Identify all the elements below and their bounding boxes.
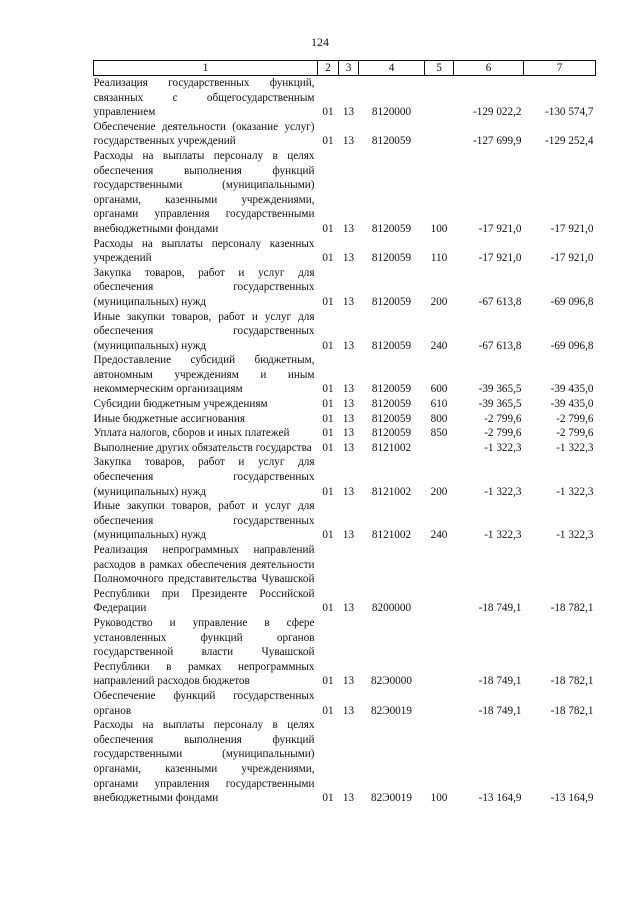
row-subsection: 13 [342,441,355,454]
row-amount-year-1: -13 164,9 [478,792,522,805]
row-section: 01 [322,106,334,119]
row-target-article: 8120059 [371,222,412,235]
row-expense-type [425,543,454,616]
row-target-article: 8120059 [371,339,412,352]
row-subsection: 13 [342,398,355,411]
row-amount-year-2: -39 435,0 [550,398,594,411]
table-row [94,616,596,689]
table-row [94,149,596,237]
row-section: 01 [322,602,334,615]
row-name: Расходы на выплаты персоналу в целях обеспечения выполнения функций государственными (муниципальными) органами, казенными учреждениями, органами управления государственными внебюджетными фондами [93,719,315,805]
row-amount-year-2: -18 782,1 [550,602,594,615]
row-name: Иные закупки товаров, работ и услуг для обеспечения государственных (муниципальных) нужд [93,310,315,352]
row-expense-type: 610 [430,398,448,411]
row-amount-year-2: -17 921,0 [550,252,594,265]
row-target-article: 8120059 [371,427,412,440]
row-section: 01 [322,383,334,396]
row-subsection: 13 [342,339,355,352]
table-row [94,353,596,397]
row-name: Субсидии бюджетным учреждениям [93,398,268,411]
row-expense-type [425,689,454,718]
row-amount-year-1: -18 749,1 [478,675,522,688]
table-row [94,718,596,806]
row-amount-year-2: -2 799,6 [556,427,594,440]
row-amount-year-2: -69 096,8 [550,339,594,352]
row-amount-year-2: -130 574,7 [545,106,594,119]
row-name: Выполнение других обязательств государства [93,441,312,454]
row-expense-type: 110 [430,252,448,265]
table-header [94,61,596,76]
row-name: Уплата налогов, сборов и иных платежей [93,427,290,440]
row-expense-type: 850 [430,427,448,440]
row-subsection: 13 [342,412,355,425]
row-expense-type [425,616,454,689]
row-amount-year-1: -67 613,8 [478,295,522,308]
row-name: Закупка товаров, работ и услуг для обеспечения государственных (муниципальных) нужд [93,266,315,308]
row-name: Иные бюджетные ассигнования [93,412,245,425]
row-subsection: 13 [342,602,355,615]
row-expense-type: 600 [430,383,448,396]
table-row [94,689,596,718]
page-number: 124 [311,35,329,49]
header-cell-amount-year-1: 6 [454,61,524,76]
row-section: 01 [322,485,334,498]
row-amount-year-1: -39 365,5 [478,398,522,411]
row-amount-year-1: -129 022,2 [473,106,522,119]
table-header-row [94,61,596,76]
row-section: 01 [322,252,334,265]
row-amount-year-2: -18 782,1 [550,675,594,688]
row-name: Реализация непрограммных направлений расходов в рамках обеспечения деятельности Полномочного представительства Чувашской Республики при Президенте Российской Федерации [93,544,315,615]
row-target-article: 8121002 [371,485,412,498]
row-target-article: 8120000 [371,106,412,119]
row-section: 01 [322,675,334,688]
table-row [94,426,596,441]
row-subsection: 13 [342,135,355,148]
row-target-article: 82Э0019 [371,792,412,805]
row-section: 01 [322,295,334,308]
table-row [94,543,596,616]
row-amount-year-1: -2 799,6 [484,427,522,440]
row-expense-type [425,441,454,456]
row-subsection: 13 [342,427,355,440]
row-expense-type: 200 [430,485,448,498]
row-expense-type: 100 [430,222,448,235]
row-section: 01 [322,529,334,542]
row-amount-year-1: -17 921,0 [478,252,522,265]
header-cell-name: 1 [94,61,318,76]
row-subsection: 13 [342,704,355,717]
row-expense-type [425,120,454,149]
row-section: 01 [322,339,334,352]
header-cell-target-article: 4 [359,61,425,76]
row-name: Реализация государственных функций, связанных с общегосударственным управлением [93,77,315,119]
table-row [94,455,596,499]
row-amount-year-1: -1 322,3 [484,529,522,542]
row-amount-year-2: -1 322,3 [556,529,594,542]
header-cell-amount-year-2: 7 [524,61,596,76]
table-row [94,412,596,427]
row-amount-year-1: -18 749,1 [478,704,522,717]
row-subsection: 13 [342,529,355,542]
row-section: 01 [322,398,334,411]
table-row [94,310,596,354]
table-body [94,76,596,806]
row-subsection: 13 [342,222,355,235]
row-amount-year-2: -18 782,1 [550,704,594,717]
row-subsection: 13 [342,792,355,805]
row-section: 01 [322,441,334,454]
table-row [94,441,596,456]
row-section: 01 [322,135,334,148]
row-expense-type: 200 [430,295,448,308]
row-name: Обеспечение функций государственных органов [93,689,315,717]
row-subsection: 13 [342,485,355,498]
row-section: 01 [322,427,334,440]
table-row [94,76,596,120]
row-expense-type: 240 [430,339,448,352]
row-amount-year-1: -1 322,3 [484,485,522,498]
row-target-article: 8120059 [371,135,412,148]
row-target-article: 8120059 [371,295,412,308]
row-target-article: 8120059 [371,398,412,411]
table-row [94,397,596,412]
row-name: Обеспечение деятельности (оказание услуг) государственных учреждений [93,120,315,148]
row-target-article: 8200000 [371,602,412,615]
row-section: 01 [322,412,334,425]
row-target-article: 82Э0000 [371,675,412,688]
row-name: Руководство и управление в сфере установленных функций органов государственной власти Чувашской Республики в рамках непрограммных направлений расходов бюджетов [93,616,315,688]
row-target-article: 8120059 [371,252,412,265]
row-amount-year-1: -18 749,1 [478,602,522,615]
row-expense-type [425,76,454,120]
header-cell-section: 2 [318,61,339,76]
table-row [94,237,596,266]
row-amount-year-2: -39 435,0 [550,383,594,396]
table-row [94,120,596,149]
row-amount-year-2: -13 164,9 [550,792,594,805]
row-expense-type: 100 [430,792,448,805]
row-amount-year-2: -17 921,0 [550,222,594,235]
row-name: Расходы на выплаты персоналу в целях обеспечения выполнения функций государственными (муниципальными) органами, казенными учреждениями, органами управления государственными внебюджетными фондами [93,149,315,235]
row-target-article: 82Э0019 [371,704,412,717]
row-section: 01 [322,704,334,717]
row-section: 01 [322,222,334,235]
row-target-article: 8121002 [371,441,412,454]
row-subsection: 13 [342,383,355,396]
row-target-article: 8121002 [371,529,412,542]
row-name: Закупка товаров, работ и услуг для обеспечения государственных (муниципальных) нужд [93,456,315,498]
table-row [94,499,596,543]
budget-table [93,60,596,806]
row-amount-year-1: -127 699,9 [473,135,522,148]
row-amount-year-1: -67 613,8 [478,339,522,352]
header-cell-subsection: 3 [339,61,359,76]
row-amount-year-2: -69 096,8 [550,295,594,308]
table-row [94,266,596,310]
row-subsection: 13 [342,675,355,688]
header-cell-expense-type: 5 [425,61,454,76]
row-subsection: 13 [342,106,355,119]
row-name: Предоставление субсидий бюджетным, автономным учреждениям и иным некоммерческим организациям [93,354,315,396]
row-amount-year-1: -1 322,3 [484,441,522,454]
row-target-article: 8120059 [371,383,412,396]
row-amount-year-2: -2 799,6 [556,412,594,425]
row-amount-year-1: -17 921,0 [478,222,522,235]
row-section: 01 [322,792,334,805]
row-expense-type: 240 [430,529,448,542]
row-amount-year-1: -2 799,6 [484,412,522,425]
row-amount-year-2: -129 252,4 [545,135,594,148]
row-subsection: 13 [342,252,355,265]
row-subsection: 13 [342,295,355,308]
row-amount-year-2: -1 322,3 [556,441,594,454]
row-amount-year-2: -1 322,3 [556,485,594,498]
row-expense-type: 800 [430,412,448,425]
row-target-article: 8120059 [371,412,412,425]
row-amount-year-1: -39 365,5 [478,383,522,396]
row-name: Расходы на выплаты персоналу казенных учреждений [93,237,315,265]
row-name: Иные закупки товаров, работ и услуг для обеспечения государственных (муниципальных) нужд [93,500,315,542]
